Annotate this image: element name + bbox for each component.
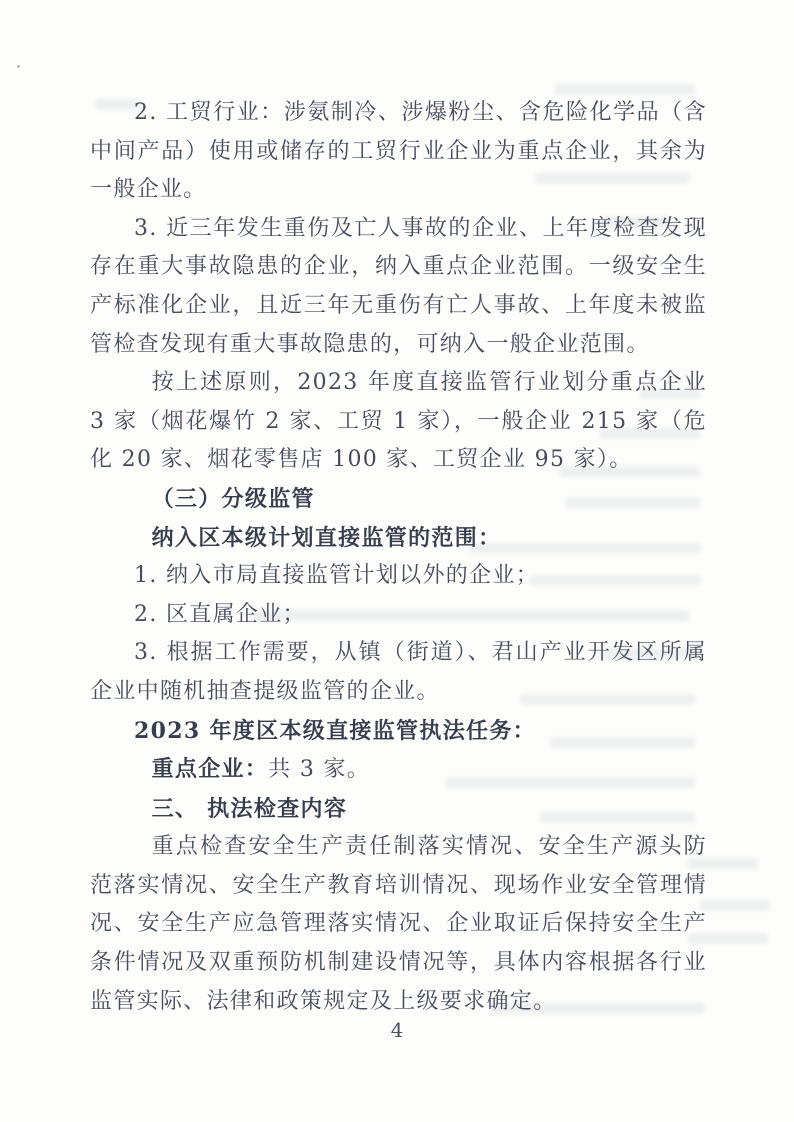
document-body xyxy=(90,94,707,1021)
key-enterprise-value: 共 3 家。 xyxy=(268,757,371,783)
heading-direct-supervision-scope: 纳入区本级计划直接监管的范围： xyxy=(151,524,502,551)
heading-section-three-inspection-content: 三、 执法检查内容 xyxy=(151,795,348,822)
list-item-random-sampling: 3. 根据工作需要，从镇（街道）、君山产业开发区所属企业中随机抽查提级监管的企业。 xyxy=(90,640,707,704)
heading-tiered-supervision: （三）分级监管 xyxy=(151,485,315,512)
heading-2023-enforcement-tasks: 2023 年度区本级直接监管执法任务： xyxy=(134,717,536,744)
paragraph-2023-classification-summary: 按上述原则，2023 年度直接监管行业划分重点企业 3 家（烟花爆竹 2 家、工贸 1 家），一般企业 215 家（危化 20 家、烟花零售店 100 家、工贸企业 95 家）。 xyxy=(90,370,707,473)
list-item-outside-city-plan: 1. 纳入市局直接监管计划以外的企业； xyxy=(134,563,540,589)
list-item-district-enterprises: 2. 区直属企业； xyxy=(134,601,306,627)
paragraph-accident-history-criteria: 3. 近三年发生重伤及亡人事故的企业、上年度检查发现存在重大事故隐患的企业，纳入重点企业范围。一级安全生产标准化企业，且近三年无重伤有亡人事故、上年度未被监管检查发现有重大事故隐患的，可纳入一般企业范围。 xyxy=(90,215,707,357)
bleed-through-mark xyxy=(700,900,770,911)
scan-speck xyxy=(17,65,20,68)
page-number: 4 xyxy=(390,1018,404,1042)
paragraph-inspection-content-detail: 重点检查安全生产责任制落实情况、安全生产源头防范落实情况、安全生产教育培训情况、现场作业安全管理情况、安全生产应急管理落实情况、企业取证后保持安全生产条件情况及双重预防机制建设情况等，具体内容根据各行业监管实际、法律和政策规定及上级要求确定。 xyxy=(90,834,707,1014)
key-enterprise-label: 重点企业： xyxy=(151,756,269,783)
page-footer xyxy=(0,1018,794,1042)
paragraph-trade-industry-criteria: 2. 工贸行业：涉氨制冷、涉爆粉尘、含危险化学品（含中间产品）使用或储存的工贸行业企业为重点企业，其余为一般企业。 xyxy=(90,100,707,203)
paragraph-key-enterprise-count xyxy=(90,750,707,790)
